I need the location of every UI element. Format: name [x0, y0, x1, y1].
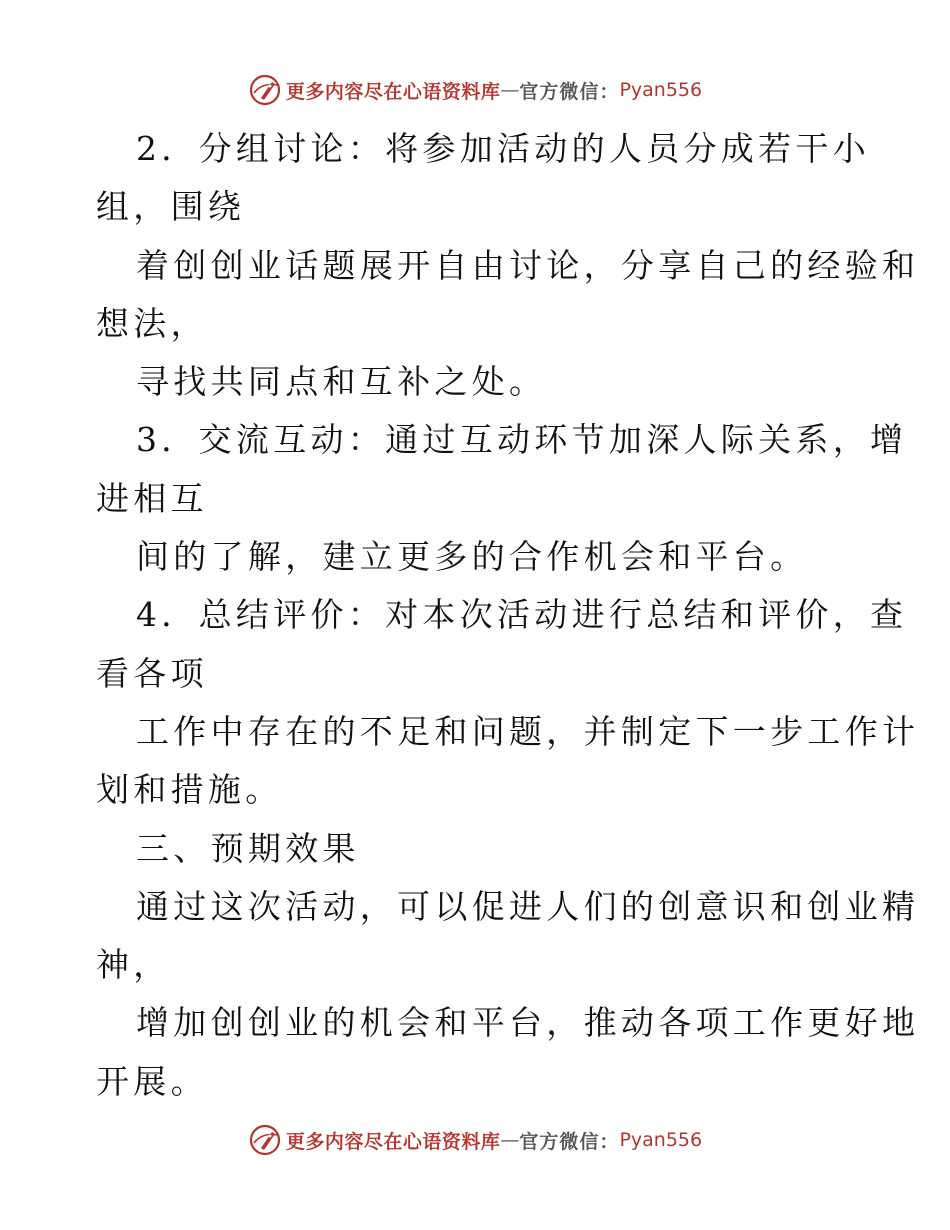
text-line: 增加创创业的机会和平台，推动各项工作更好地 — [136, 1003, 920, 1043]
banner-dash: — — [500, 1129, 520, 1151]
text-line: 工作中存在的不足和问题，并制定下一步工作计 — [136, 711, 920, 751]
pen-nib-logo-icon — [248, 73, 282, 107]
official-wechat-label: 官方微信： — [519, 80, 620, 103]
pen-nib-logo-icon — [248, 1123, 282, 1157]
text-line: 组，围绕 — [96, 187, 246, 227]
banner-dash: — — [500, 79, 520, 101]
official-wechat-label: 官方微信： — [519, 1130, 620, 1153]
text-line: 神， — [96, 945, 171, 985]
text-line: 3．交流互动：通过互动环节加深人际关系，增 — [136, 420, 908, 460]
text-line: 间的了解，建立更多的合作机会和平台。 — [136, 537, 808, 577]
text-line: 划和措施。 — [96, 770, 283, 810]
site-name-text: 更多内容尽在心语资料库 — [285, 1130, 501, 1153]
text-line: 看各项 — [96, 653, 208, 693]
text-line: 2．分组讨论：将参加活动的人员分成若干小 — [136, 129, 870, 168]
section-heading: 三、预期效果 — [136, 828, 360, 868]
wechat-id: Pyan556 — [619, 1129, 703, 1151]
text-line: 4．总结评价：对本次活动进行总结和评价，查 — [136, 595, 908, 635]
text-line: 进相互 — [96, 478, 208, 518]
text-line: 通过这次活动，可以促进人们的创意识和创业精 — [136, 886, 920, 926]
text-line: 开展。 — [96, 1061, 208, 1101]
site-name-text: 更多内容尽在心语资料库 — [285, 80, 501, 103]
footer-banner — [0, 1120, 950, 1160]
header-banner — [0, 70, 950, 110]
text-line: 着创创业话题展开自由讨论，分享自己的经验和 — [136, 245, 920, 285]
text-line: 寻找共同点和互补之处。 — [136, 362, 547, 402]
document-body — [96, 120, 920, 1111]
text-line: 想法， — [96, 303, 208, 343]
wechat-id: Pyan556 — [619, 79, 703, 101]
